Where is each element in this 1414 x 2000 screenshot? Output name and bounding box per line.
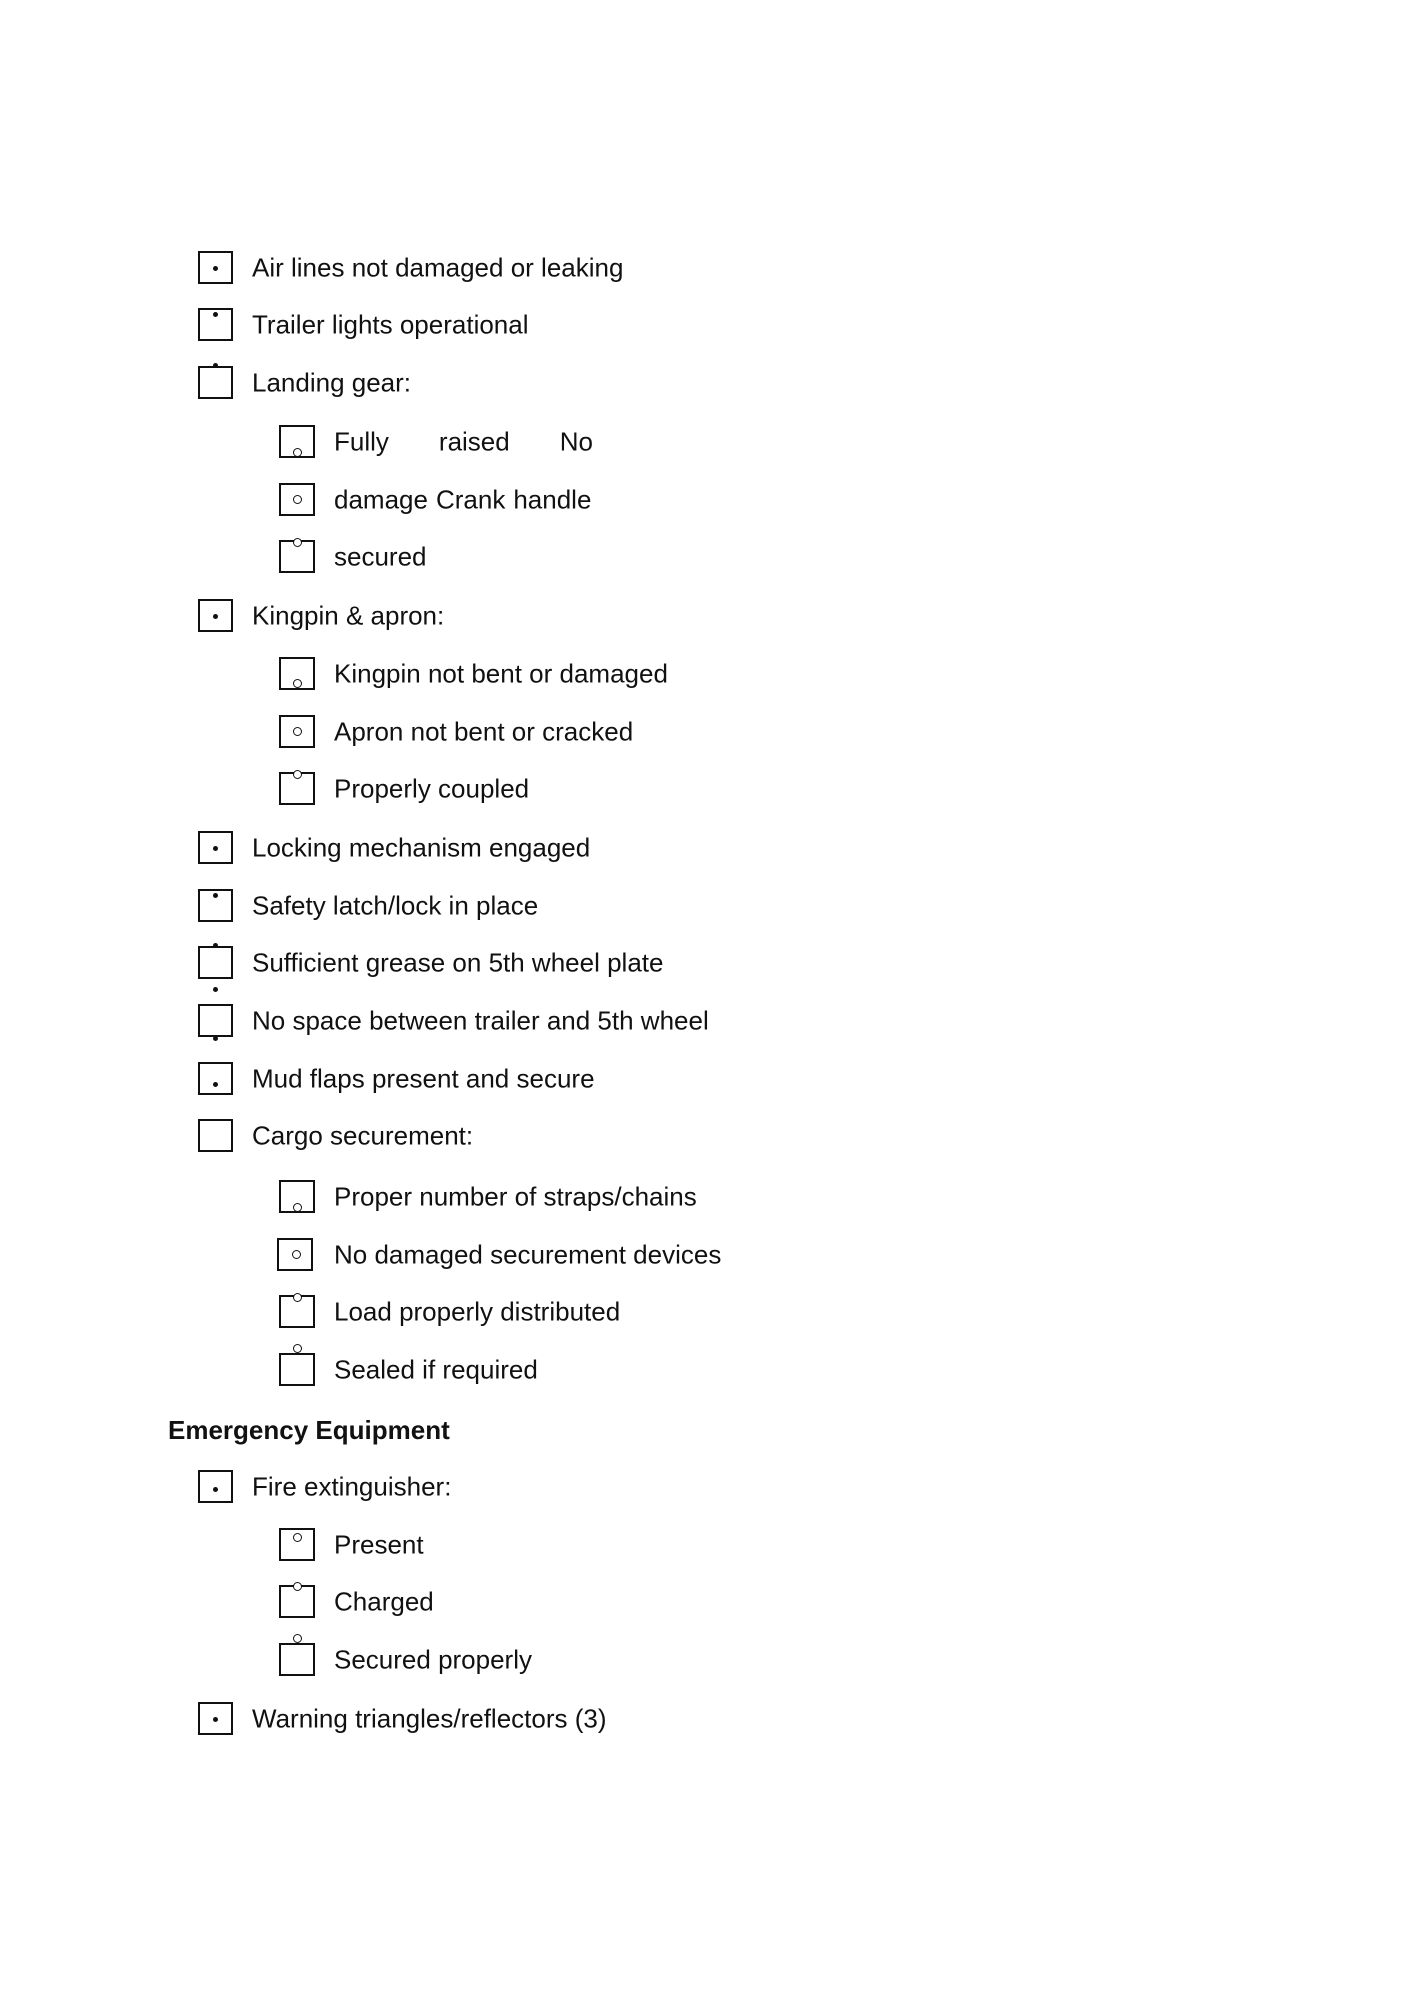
item-label: Present xyxy=(334,1529,424,1560)
item-label-part: handle xyxy=(513,484,592,515)
checklist-subitem xyxy=(279,422,979,462)
item-label: secured xyxy=(334,541,427,572)
checklist-subitem xyxy=(279,1350,979,1390)
bullet-dot-icon xyxy=(213,363,218,368)
item-label-part: damage xyxy=(334,484,428,515)
item-label-part: No xyxy=(559,426,593,457)
item-label-part: Crank xyxy=(435,484,506,515)
checkbox[interactable] xyxy=(279,1643,315,1676)
bullet-circle-icon xyxy=(293,1582,302,1591)
bullet-circle-icon xyxy=(293,1203,302,1212)
checkbox[interactable] xyxy=(279,1353,315,1386)
checklist-subitem xyxy=(279,480,979,520)
item-label: Safety latch/lock in place xyxy=(252,890,539,921)
item-label: Proper number of straps/chains xyxy=(334,1181,697,1212)
checkbox[interactable] xyxy=(198,1062,233,1095)
item-label xyxy=(334,485,591,516)
checkbox[interactable] xyxy=(198,1004,233,1037)
item-label: Cargo securement: xyxy=(252,1120,474,1151)
checklist-item xyxy=(198,248,898,288)
item-label: Air lines not damaged or leaking xyxy=(252,252,624,283)
checkbox[interactable] xyxy=(198,946,233,979)
item-label: Secured properly xyxy=(334,1644,532,1675)
item-label: Apron not bent or cracked xyxy=(334,716,634,747)
bullet-circle-icon xyxy=(293,1533,302,1542)
checklist-item xyxy=(198,305,898,345)
checklist-item xyxy=(198,828,898,868)
item-label: Locking mechanism engaged xyxy=(252,832,591,863)
bullet-circle-icon xyxy=(293,538,302,547)
checklist-subitem xyxy=(279,1177,979,1217)
section-heading: Emergency Equipment xyxy=(168,1415,450,1445)
bullet-circle-icon xyxy=(293,770,302,779)
checkbox[interactable] xyxy=(198,1119,233,1152)
bullet-dot-icon xyxy=(213,614,218,619)
bullet-dot-icon xyxy=(213,266,218,271)
bullet-dot-icon xyxy=(213,312,218,317)
bullet-dot-icon xyxy=(213,846,218,851)
checklist-item xyxy=(198,596,898,636)
item-label: Kingpin & apron: xyxy=(252,600,445,631)
checklist-item xyxy=(198,1116,898,1156)
bullet-circle-icon xyxy=(293,495,302,504)
checklist-subitem xyxy=(279,712,979,752)
item-label xyxy=(334,427,593,458)
item-label: Load properly distributed xyxy=(334,1296,621,1327)
item-label: Charged xyxy=(334,1586,434,1617)
checklist-item xyxy=(198,1699,898,1739)
bullet-dot-icon xyxy=(213,1082,218,1087)
bullet-circle-icon xyxy=(293,448,302,457)
item-label: Properly coupled xyxy=(334,773,530,804)
item-label: Fire extinguisher: xyxy=(252,1471,452,1502)
item-label: Sufficient grease on 5th wheel plate xyxy=(252,947,664,978)
bullet-dot-icon xyxy=(213,943,218,948)
item-label: No space between trailer and 5th wheel xyxy=(252,1005,709,1036)
item-label: Mud flaps present and secure xyxy=(252,1063,595,1094)
item-label-part: raised xyxy=(438,426,510,457)
checklist-subitem xyxy=(279,1292,979,1332)
checklist-subitem xyxy=(277,1235,977,1275)
checklist-item xyxy=(198,886,898,926)
checkbox[interactable] xyxy=(198,366,233,399)
checklist-subitem xyxy=(279,654,979,694)
item-label: Warning triangles/reflectors (3) xyxy=(252,1703,607,1734)
item-label: Trailer lights operational xyxy=(252,309,529,340)
checklist-subitem xyxy=(279,1525,979,1565)
bullet-circle-icon xyxy=(292,1250,301,1259)
bullet-circle-icon xyxy=(293,1293,302,1302)
bullet-circle-icon xyxy=(293,1344,302,1353)
checklist-item xyxy=(198,1001,998,1041)
checklist-subitem xyxy=(279,1640,979,1680)
bullet-dot-icon xyxy=(213,987,218,992)
checklist-subitem xyxy=(279,769,979,809)
item-label: Kingpin not bent or damaged xyxy=(334,658,668,689)
item-label: No damaged securement devices xyxy=(334,1239,722,1270)
item-label-part: Fully xyxy=(334,426,389,457)
checklist-subitem xyxy=(279,1582,979,1622)
bullet-circle-icon xyxy=(293,1634,302,1643)
checklist-subitem xyxy=(279,537,979,577)
bullet-dot-icon xyxy=(213,1487,218,1492)
bullet-dot-icon xyxy=(213,1717,218,1722)
checklist-item xyxy=(198,1059,898,1099)
bullet-dot-icon xyxy=(213,893,218,898)
bullet-dot-icon xyxy=(213,1036,218,1041)
checklist-item xyxy=(198,943,898,983)
checklist-item xyxy=(198,1467,898,1507)
bullet-circle-icon xyxy=(293,727,302,736)
item-label: Sealed if required xyxy=(334,1354,538,1385)
checklist-item xyxy=(198,363,898,403)
bullet-circle-icon xyxy=(293,679,302,688)
item-label: Landing gear: xyxy=(252,367,412,398)
